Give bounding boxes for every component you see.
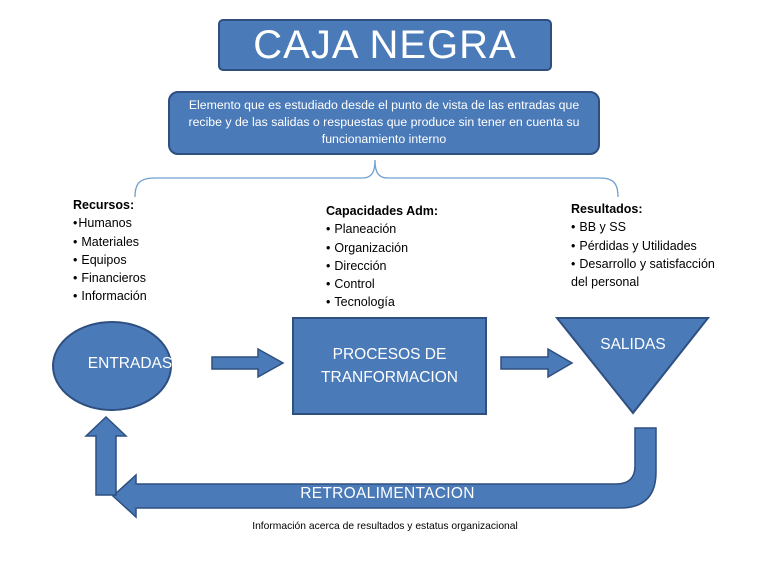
definition-text: Elemento que es estudiado desde el punto de vista de las entradas que recibe y de las salidas o respuestas que produce sin tener en cuenta su funcionamiento interno	[188, 98, 580, 146]
resultados-item: • Desarrollo y satisfacción del personal	[571, 255, 721, 292]
feedback-arrow	[113, 428, 656, 517]
recursos-item: • Materiales	[73, 233, 203, 251]
salidas-label: SALIDAS	[600, 336, 666, 353]
capacidades-header: Capacidades Adm:	[326, 204, 439, 218]
definition-box	[168, 91, 600, 155]
page-title: CAJA NEGRA	[253, 22, 517, 67]
resultados-column	[571, 200, 721, 291]
capacidades-item: • Organización	[326, 239, 476, 257]
title-box	[218, 19, 552, 71]
arrow-entradas-to-procesos	[212, 349, 283, 377]
recursos-item: • Información	[73, 287, 203, 305]
procesos-label: PROCESOS DE TRANFORMACION	[321, 346, 458, 386]
recursos-header: Recursos:	[73, 198, 135, 212]
retroalimentacion-label: RETROALIMENTACION	[300, 485, 475, 502]
salidas-triangle	[557, 318, 708, 413]
capacidades-item: • Dirección	[326, 257, 476, 275]
recursos-item: • Financieros	[73, 269, 203, 287]
capacidades-item: • Planeación	[326, 220, 476, 238]
resultados-header: Resultados:	[571, 202, 643, 216]
resultados-item: • BB y SS	[571, 218, 721, 236]
entradas-label: ENTRADAS	[87, 355, 173, 372]
recursos-item: • Equipos	[73, 251, 203, 269]
capacidades-item: • Tecnología	[326, 293, 476, 311]
arrow-up-to-entradas	[86, 417, 126, 495]
capacidades-item: • Control	[326, 275, 476, 293]
resultados-item: • Pérdidas y Utilidades	[571, 237, 721, 255]
recursos-column	[73, 196, 203, 306]
feedback-caption: Información acerca de resultados y estatus organizacional	[252, 521, 518, 532]
definition-brace	[135, 160, 618, 197]
recursos-item: • Humanos	[73, 214, 203, 232]
capacidades-column	[326, 202, 476, 312]
